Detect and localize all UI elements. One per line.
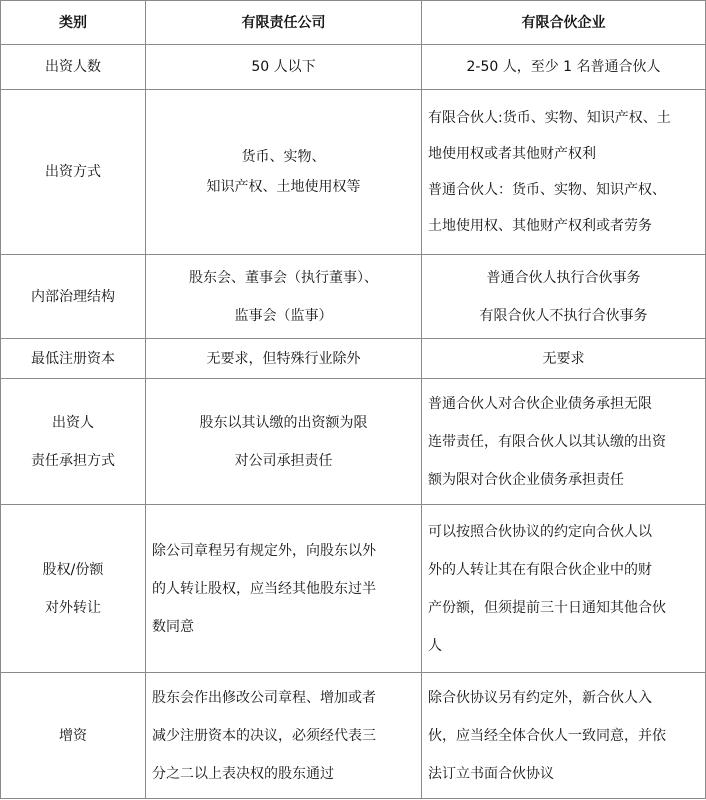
llc-text: 股东以其认缴的出资额为限 (199, 414, 368, 431)
llc-cell (146, 339, 422, 379)
lp-text: 2-50 人，至少 1 名普通合伙人 (466, 59, 661, 75)
llc-text: 50 人以下 (251, 59, 316, 75)
llc-cell (146, 673, 422, 799)
lp-text: 有限合伙人:货币、实物、知识产权、土 (428, 110, 671, 126)
table-row (1, 673, 706, 799)
lp-text: 地使用权或者其他财产权利 (428, 146, 596, 162)
row-category-cell (1, 45, 146, 90)
row-category-text: 责任承担方式 (31, 452, 115, 469)
lp-text: 法订立书面合伙协议 (428, 765, 554, 782)
row-category-text: 出资人 (52, 414, 94, 431)
row-category-text: 出资方式 (45, 164, 101, 180)
row-category-cell (1, 379, 146, 505)
header-category: 类别 (1, 1, 146, 45)
llc-cell (146, 45, 422, 90)
llc-text: 的人转让股权，应当经其他股东过半 (152, 580, 376, 597)
llc-text: 股东会作出修改公司章程、增加或者 (152, 689, 376, 706)
lp-cell (422, 90, 706, 255)
llc-text: 对公司承担责任 (234, 452, 333, 469)
table-row (1, 339, 706, 379)
llc-text: 监事会（监事） (234, 307, 333, 324)
llc-text: 货币、实物、 (241, 149, 326, 165)
llc-text: 减少注册资本的决议，必须经代表三 (152, 727, 376, 744)
row-category-text: 对外转让 (45, 599, 101, 616)
header-row (1, 1, 706, 45)
table-row (1, 45, 706, 90)
row-category-cell (1, 673, 146, 799)
row-category-text: 最低注册资本 (31, 350, 115, 367)
row-category-cell (1, 505, 146, 673)
llc-text: 知识产权、土地使用权等 (206, 179, 361, 195)
lp-text: 无要求 (542, 350, 585, 367)
lp-cell (422, 673, 706, 799)
lp-cell (422, 339, 706, 379)
lp-text: 额为限对合伙企业债务承担责任 (428, 471, 624, 488)
row-category-text: 出资人数 (45, 59, 101, 75)
table-row (1, 505, 706, 673)
row-category-text: 内部治理结构 (31, 288, 115, 305)
lp-text: 产份额，但须提前三十日通知其他合伙 (428, 599, 666, 616)
llc-text: 股东会、董事会（执行董事）、 (189, 269, 378, 286)
lp-text: 外的人转让其在有限合伙企业中的财 (428, 561, 652, 578)
llc-cell (146, 255, 422, 339)
lp-cell (422, 255, 706, 339)
row-category-text: 股权/份额 (42, 561, 104, 578)
lp-text: 除合伙协议另有约定外，新合伙人入 (428, 689, 652, 706)
llc-text: 除公司章程另有规定外，向股东以外 (152, 542, 376, 559)
lp-text: 土地使用权、其他财产权利或者劳务 (428, 218, 652, 234)
table-row (1, 379, 706, 505)
row-category-cell (1, 90, 146, 255)
lp-text: 连带责任，有限合伙人以其认缴的出资 (428, 433, 666, 450)
lp-text: 伙，应当经全体合伙人一致同意，并依 (428, 727, 666, 744)
llc-cell (146, 379, 422, 505)
llc-text: 无要求，但特殊行业除外 (206, 350, 361, 367)
lp-cell (422, 379, 706, 505)
lp-text: 普通合伙人：货币、实物、知识产权、 (428, 182, 666, 198)
llc-text: 数同意 (152, 618, 194, 635)
table-row (1, 255, 706, 339)
row-category-text: 增资 (59, 727, 87, 744)
lp-text: 普通合伙人执行合伙事务 (486, 269, 641, 286)
row-category-cell (1, 255, 146, 339)
lp-cell (422, 505, 706, 673)
row-category-cell (1, 339, 146, 379)
lp-text: 可以按照合伙协议的约定向合伙人以 (428, 523, 652, 540)
header-llc: 有限责任公司 (146, 1, 422, 45)
lp-text: 普通合伙人对合伙企业债务承担无限 (428, 395, 652, 412)
lp-cell (422, 45, 706, 90)
header-lp: 有限合伙企业 (422, 1, 706, 45)
llc-cell (146, 505, 422, 673)
llc-cell (146, 90, 422, 255)
lp-text: 有限合伙人不执行合伙事务 (479, 307, 648, 324)
table-row (1, 90, 706, 255)
lp-text: 人 (428, 637, 442, 654)
llc-text: 分之二以上表决权的股东通过 (152, 765, 334, 782)
